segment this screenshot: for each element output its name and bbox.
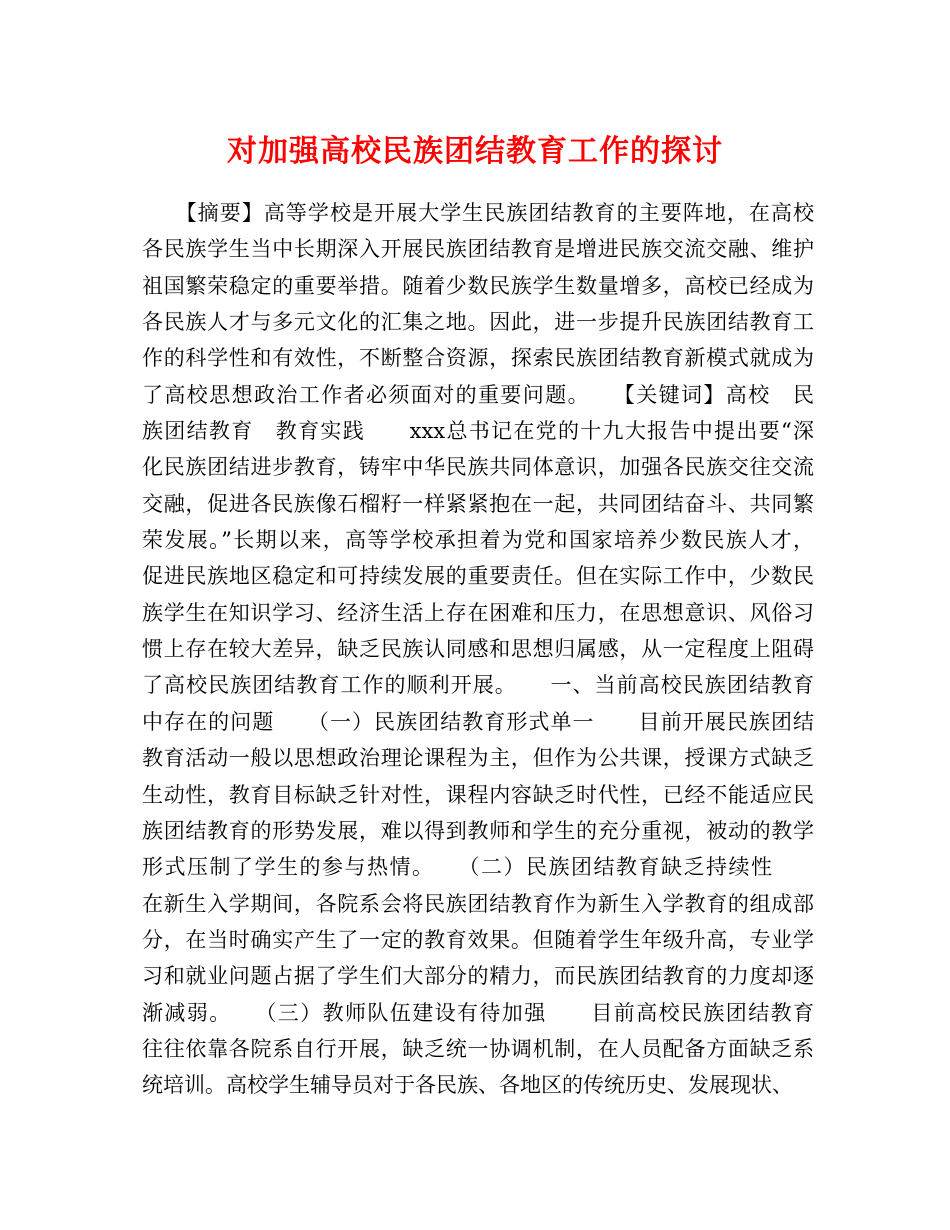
body-line: 族学生在知识学习、经济生活上存在困难和压力，在思想意识、风俗习	[142, 600, 814, 625]
body-line: 习和就业问题占据了学生们大部分的精力，而民族团结教育的力度却逐	[142, 964, 814, 989]
body-line: 促进民族地区稳定和可持续发展的重要责任。但在实际工作中，少数民	[142, 564, 814, 589]
body-line: 统培训。高校学生辅导员对于各民族、各地区的传统历史、发展现状、	[142, 1073, 793, 1098]
body-line: 在新生入学期间，各院系会将民族团结教育作为新生入学教育的组成部	[142, 891, 814, 916]
body-line: 交融，促进各民族像石榴籽一样紧紧抱在一起，共同团结奋斗、共同繁	[142, 491, 814, 516]
body-line: 中存在的问题 （一）民族团结教育形式单一 目前开展民族团结	[142, 709, 814, 734]
body-line: 荣发展。”长期以来，高等学校承担着为党和国家培养少数民族人才，	[142, 528, 814, 553]
body-line: 祖国繁荣稳定的重要举措。随着少数民族学生数量增多，高校已经成为	[142, 273, 814, 298]
document-body	[142, 195, 814, 1104]
body-line: 惯上存在较大差异，缺乏民族认同感和思想归属感，从一定程度上阻碍	[142, 637, 814, 662]
body-line: 各民族学生当中长期深入开展民族团结教育是增进民族交流交融、维护	[142, 237, 814, 262]
body-line: 形式压制了学生的参与热情。 （二）民族团结教育缺乏持续性	[142, 855, 814, 880]
body-line: 教育活动一般以思想政治理论课程为主，但作为公共课，授课方式缺乏	[142, 746, 814, 771]
body-line: 分，在当时确实产生了一定的教育效果。但随着学生年级升高，专业学	[142, 927, 814, 952]
body-line: 作的科学性和有效性，不断整合资源，探索民族团结教育新模式就成为	[142, 346, 814, 371]
body-line: 族团结教育 教育实践 xxx总书记在党的十九大报告中提出要“深	[142, 419, 814, 444]
document-title: 对加强高校民族团结教育工作的探讨	[227, 134, 723, 169]
body-line: 了高校民族团结教育工作的顺利开展。 一、当前高校民族团结教育	[142, 673, 814, 698]
body-line: 族团结教育的形势发展，难以得到教师和学生的充分重视，被动的教学	[142, 818, 814, 843]
body-line: 各民族人才与多元文化的汇集之地。因此，进一步提升民族团结教育工	[142, 310, 814, 335]
body-line: 化民族团结进步教育，铸牢中华民族共同体意识，加强各民族交往交流	[142, 455, 814, 480]
body-line: 了高校思想政治工作者必须面对的重要问题。 【关键词】高校 民	[142, 382, 814, 407]
body-line: 往往依靠各院系自行开展，缺乏统一协调机制，在人员配备方面缺乏系	[142, 1036, 814, 1061]
body-line: 【摘要】高等学校是开展大学生民族团结教育的主要阵地，在高校	[142, 201, 814, 225]
body-line: 渐减弱。 （三）教师队伍建设有待加强 目前高校民族团结教育	[142, 1000, 814, 1025]
body-line: 生动性，教育目标缺乏针对性，课程内容缺乏时代性，已经不能适应民	[142, 782, 814, 807]
